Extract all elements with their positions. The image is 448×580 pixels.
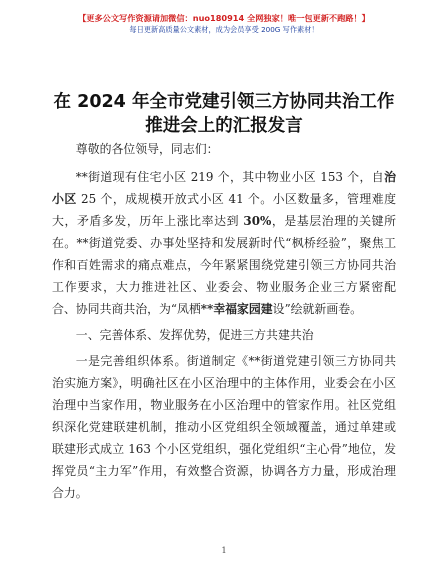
p1-text-c: 25 个，成规模开放式小区 41 个。小区数量多，管理难度大，矛盾多发，历年上涨比率达到 xyxy=(52,192,396,228)
paragraph-2: 一是完善组织体系。街道制定《**街道党建引领三方协同共治实施方案》，明确社区在小区治理中的主体作用，业委会在小区治理中当家作用，物业服务在小区治理中的管家作用。社区党组织深化党建联建机制，推动小区党组织全领域覆盖，通过单建或联建形式成立 163 个小区党组织，强化党组织“主心骨”地位，发挥党员“主力军”作用，有效整合资源，协调各方力量，形成治理合力。 xyxy=(52,354,396,500)
paragraph-1 xyxy=(52,166,396,320)
section-heading-1: 一、完善体系、发挥优势，促进三方共建共治 xyxy=(75,328,314,342)
p1-bold-d: 30% xyxy=(243,214,272,228)
promo-banner xyxy=(0,13,448,35)
document-title: 在 2024 年全市党建引领三方协同共治工作推进会上的汇报发言 xyxy=(53,92,395,136)
p1-text-a: **街道现有住宅小区 219 个，其中物业小区 153 个，自 xyxy=(75,170,385,184)
document-body xyxy=(52,138,396,504)
promo-line-1: 【更多公文写作资源请加微信：nuo180914 全网独家！唯一包更新不跑路！】 xyxy=(78,13,370,23)
p1-bold-f: **幸福家园建 xyxy=(200,302,273,316)
p1-bold-b: 治小区 xyxy=(52,170,396,206)
p1-text-g: 设”绘就新画卷。 xyxy=(272,302,362,316)
page-number: 1 xyxy=(221,546,227,555)
promo-line-2: 每日更新高质量公文素材，成为会员享受 200G 写作素材！ xyxy=(129,25,319,34)
salutation: 尊敬的各位领导，同志们： xyxy=(75,142,219,156)
p1-text-e: ，是基层治理的关键所在。**街道党委、办事处坚持和发展新时代“枫桥经验”，聚焦工作和百姓需求的痛点难点，今年紧紧围绕党建引领三方协同共治工作要求，大力推进社区、业委会、物业服务企业三方紧密配合、协同共商共治，为“凤栖 xyxy=(52,214,396,316)
